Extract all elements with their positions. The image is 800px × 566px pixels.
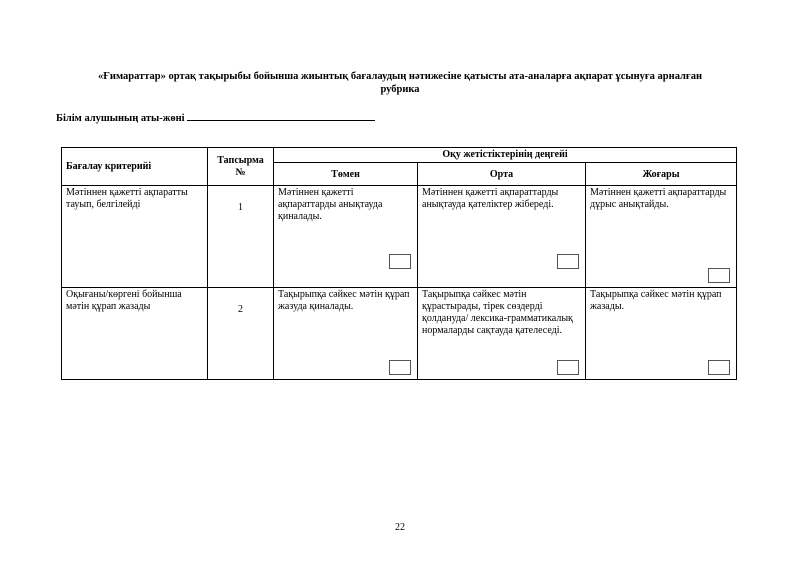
header-row-top (62, 148, 737, 163)
title-line-1: «Ғимараттар» ортақ тақырыбы бойынша жиынтық бағалаудың нәтижесіне қатысты ата-аналарға ақпарат ұсынуға арналған (97, 71, 702, 82)
table-row (62, 288, 737, 380)
level-high-text: Тақырыпқа сәйкес мәтін құрап жазады. (590, 289, 722, 312)
criterion-text: Оқығаны/көргені бойынша мәтін құрап жазады (66, 289, 182, 312)
level-high-cell (586, 186, 737, 288)
document-title (60, 70, 740, 96)
criterion-cell (62, 288, 208, 380)
checkbox[interactable] (389, 360, 411, 375)
level-low-text: Мәтіннен қажетті ақпараттарды анықтауда қиналады. (278, 187, 383, 222)
level-mid-text: Мәтіннен қажетті ақпараттарды анықтауда қателіктер жібереді. (422, 187, 559, 210)
checkbox[interactable] (708, 360, 730, 375)
title-line-2: рубрика (380, 84, 420, 95)
header-low: Төмен (274, 163, 418, 186)
header-level: Оқу жетістіктерінің деңгейі (274, 148, 737, 163)
level-mid-text: Тақырыпқа сәйкес мәтін құрастырады, тірек сөздерді қолдануда/ лексика-грамматикалық нормаларды сақтауда қателеседі. (422, 289, 573, 336)
level-high-text: Мәтіннен қажетті ақпараттарды дұрыс анықтайды. (590, 187, 727, 210)
level-low-cell (274, 288, 418, 380)
student-name-blank-line[interactable] (187, 110, 375, 121)
student-name-label: Білім алушының аты-жөні (56, 113, 185, 124)
level-mid-cell (418, 186, 586, 288)
checkbox[interactable] (389, 254, 411, 269)
checkbox[interactable] (557, 360, 579, 375)
rubric-table (61, 147, 737, 380)
student-name-field (56, 110, 375, 124)
criterion-text: Мәтіннен қажетті ақпаратты тауып, белгілейді (66, 187, 188, 210)
header-mid: Орта (418, 163, 586, 186)
level-high-cell (586, 288, 737, 380)
header-criteria: Бағалау критерийі (62, 148, 208, 186)
page-number: 22 (395, 522, 405, 533)
level-mid-cell (418, 288, 586, 380)
criterion-cell (62, 186, 208, 288)
level-low-cell (274, 186, 418, 288)
table-row (62, 186, 737, 288)
task-number-cell: 2 (208, 288, 274, 380)
task-number-cell: 1 (208, 186, 274, 288)
header-task: Тапсырма № (208, 148, 274, 186)
header-high: Жоғары (586, 163, 737, 186)
checkbox[interactable] (557, 254, 579, 269)
checkbox[interactable] (708, 268, 730, 283)
level-low-text: Тақырыпқа сәйкес мәтін құрап жазуда қиналады. (278, 289, 410, 312)
